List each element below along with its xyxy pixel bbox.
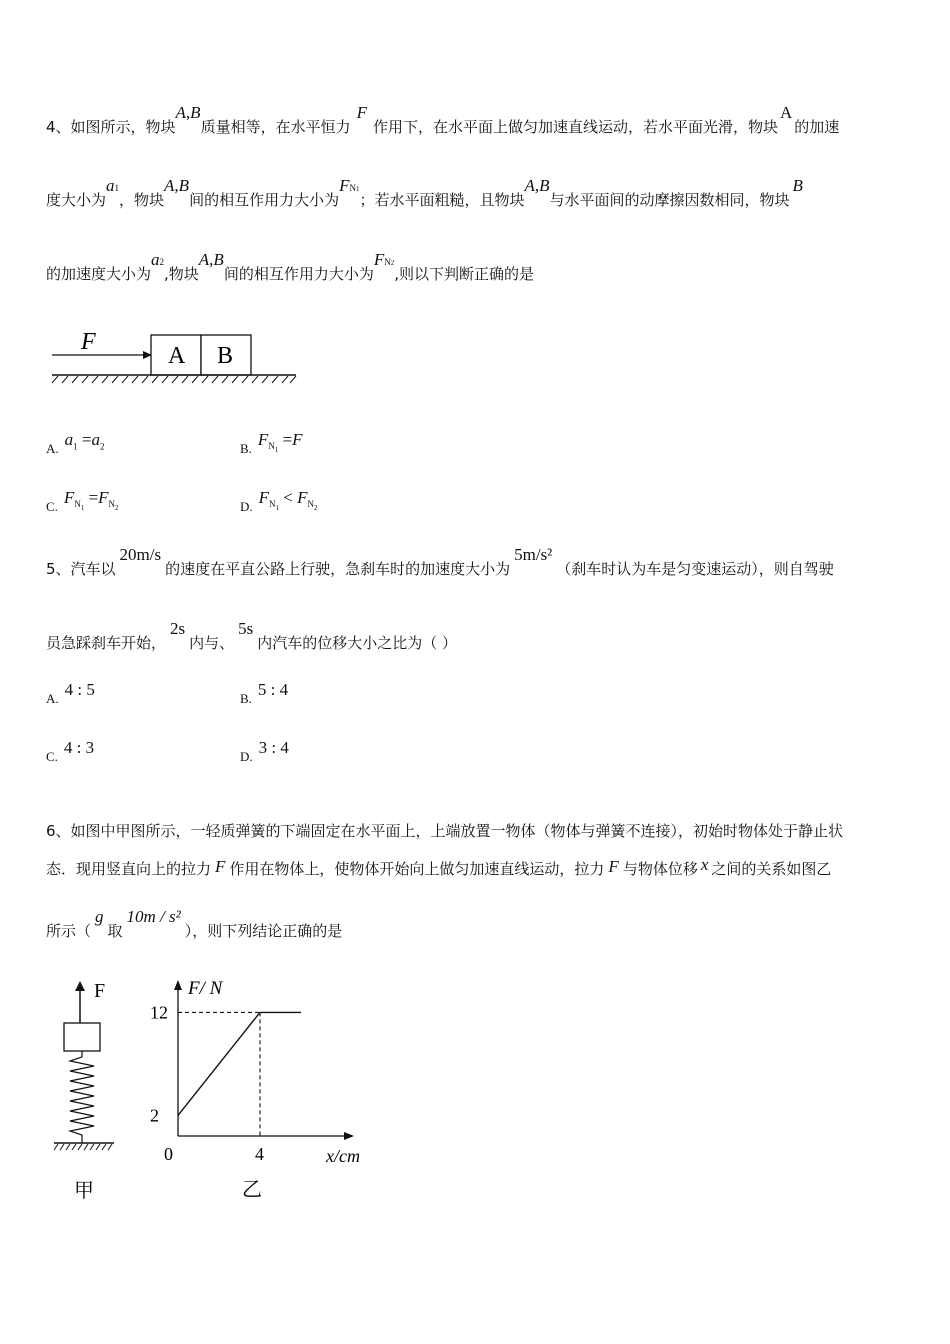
q5-line2: 员急踩刹车开始，2s内与、5s内汽车的位移大小之比为（ ） [46, 619, 458, 652]
caption-jia: 甲 [74, 1180, 94, 1202]
fx-series-segment [178, 1012, 260, 1115]
y-axis-arrow [174, 980, 182, 990]
ground-hatch [52, 376, 296, 383]
caption-yi: 乙 [242, 1179, 262, 1201]
q4-blocks-figure [48, 325, 300, 385]
option-a-expr: $a_1 =a_2$ [64, 430, 105, 452]
math-ab: A,B [175, 103, 201, 122]
x-axis-label: x/cm [326, 1146, 360, 1166]
q4-option-b[interactable]: B. $F_{N_1} =F$ [240, 430, 303, 456]
x-tick-label: 0 [164, 1144, 173, 1164]
accel-value: 5m/s² [514, 545, 553, 564]
x-tick-label: 4 [255, 1144, 264, 1164]
math-f: F [356, 103, 367, 122]
q5-option-c[interactable]: C. 4 : 3 [46, 738, 95, 764]
q6-line3: 所示（g取10m / s²），则下列结论正确的是 [46, 907, 343, 940]
spring-coil [70, 1051, 94, 1143]
force-f-label: F [81, 329, 96, 355]
math-fn2: FN2 [373, 250, 395, 269]
math-ab: A,B [524, 176, 550, 195]
q5-line1: 5、汽车以20m/s的速度在平直公路上行驶，急刹车时的加速度大小为5m/s²（刹车时认为车是匀变速运动），则自驾驶 [46, 545, 834, 578]
q6-line1: 6、如图中甲图所示，一轻质弹簧的下端固定在水平面上，上端放置一物体（物体与弹簧不连接），初始时物体处于静止状 [46, 822, 844, 840]
math-a: A [780, 103, 793, 122]
y-tick-label: 2 [150, 1105, 159, 1126]
time-5s: 5s [238, 619, 254, 638]
x-axis-arrow [344, 1132, 354, 1140]
q6-spring-figure [50, 975, 130, 1205]
q6-fx-chart [140, 970, 380, 1210]
q4-line2: 度大小为a1，物块A,B间的相互作用力大小为FN1；若水平面粗糙，且物块A,B与水平面间的动摩擦因数相同，物块B [46, 176, 803, 209]
block-b-label: B [217, 343, 234, 369]
q5-option-b[interactable]: B. 5 : 4 [240, 680, 289, 706]
spring-force-label: F [94, 980, 106, 1002]
math-a2: a2 [151, 250, 165, 269]
q4-option-c[interactable]: C. $F_{N_1} =F_{N_2}$ [46, 488, 119, 514]
option-c-expr: $F_{N_1} =F_{N_2}$ [63, 488, 119, 513]
option-d-expr: $F_{N_1} < F_{N_2}$ [258, 488, 318, 513]
q4-option-a[interactable]: A. $a_1 =a_2$ [46, 430, 105, 456]
q4-line1: 4、如图所示，物块A,B质量相等，在水平恒力F作用下，在水平面上做匀加速直线运动，若水平面光滑，物块A的加速 [46, 103, 840, 136]
spring-block [64, 1023, 100, 1051]
q4-line3: 的加速度大小为a2,物块A,B间的相互作用力大小为FN2,则以下判断正确的是 [46, 250, 535, 283]
block-a-label: A [168, 343, 186, 369]
speed-value: 20m/s [119, 545, 162, 564]
math-ab: A,B [164, 176, 190, 195]
q5-option-d[interactable]: D. 3 : 4 [240, 738, 289, 764]
y-axis-label: F/ N [188, 978, 223, 999]
q4-option-d[interactable]: D. $F_{N_1} < F_{N_2}$ [240, 488, 318, 514]
math-ab: A,B [198, 250, 224, 269]
math-b: B [792, 176, 803, 195]
option-b-expr: $F_{N_1} =F$ [257, 430, 303, 455]
y-tick-label: 12 [150, 1002, 168, 1023]
q6-line2: 态．现用竖直向上的拉力 F 作用在物体上，使物体开始向上做匀加速直线运动，拉力 F 与物体位移 x 之间的关系如图乙 [46, 855, 832, 878]
q5-option-a[interactable]: A. 4 : 5 [46, 680, 95, 706]
math-fn1: FN1 [339, 176, 360, 195]
time-2s: 2s [170, 619, 186, 638]
math-a1: a1 [106, 176, 120, 195]
